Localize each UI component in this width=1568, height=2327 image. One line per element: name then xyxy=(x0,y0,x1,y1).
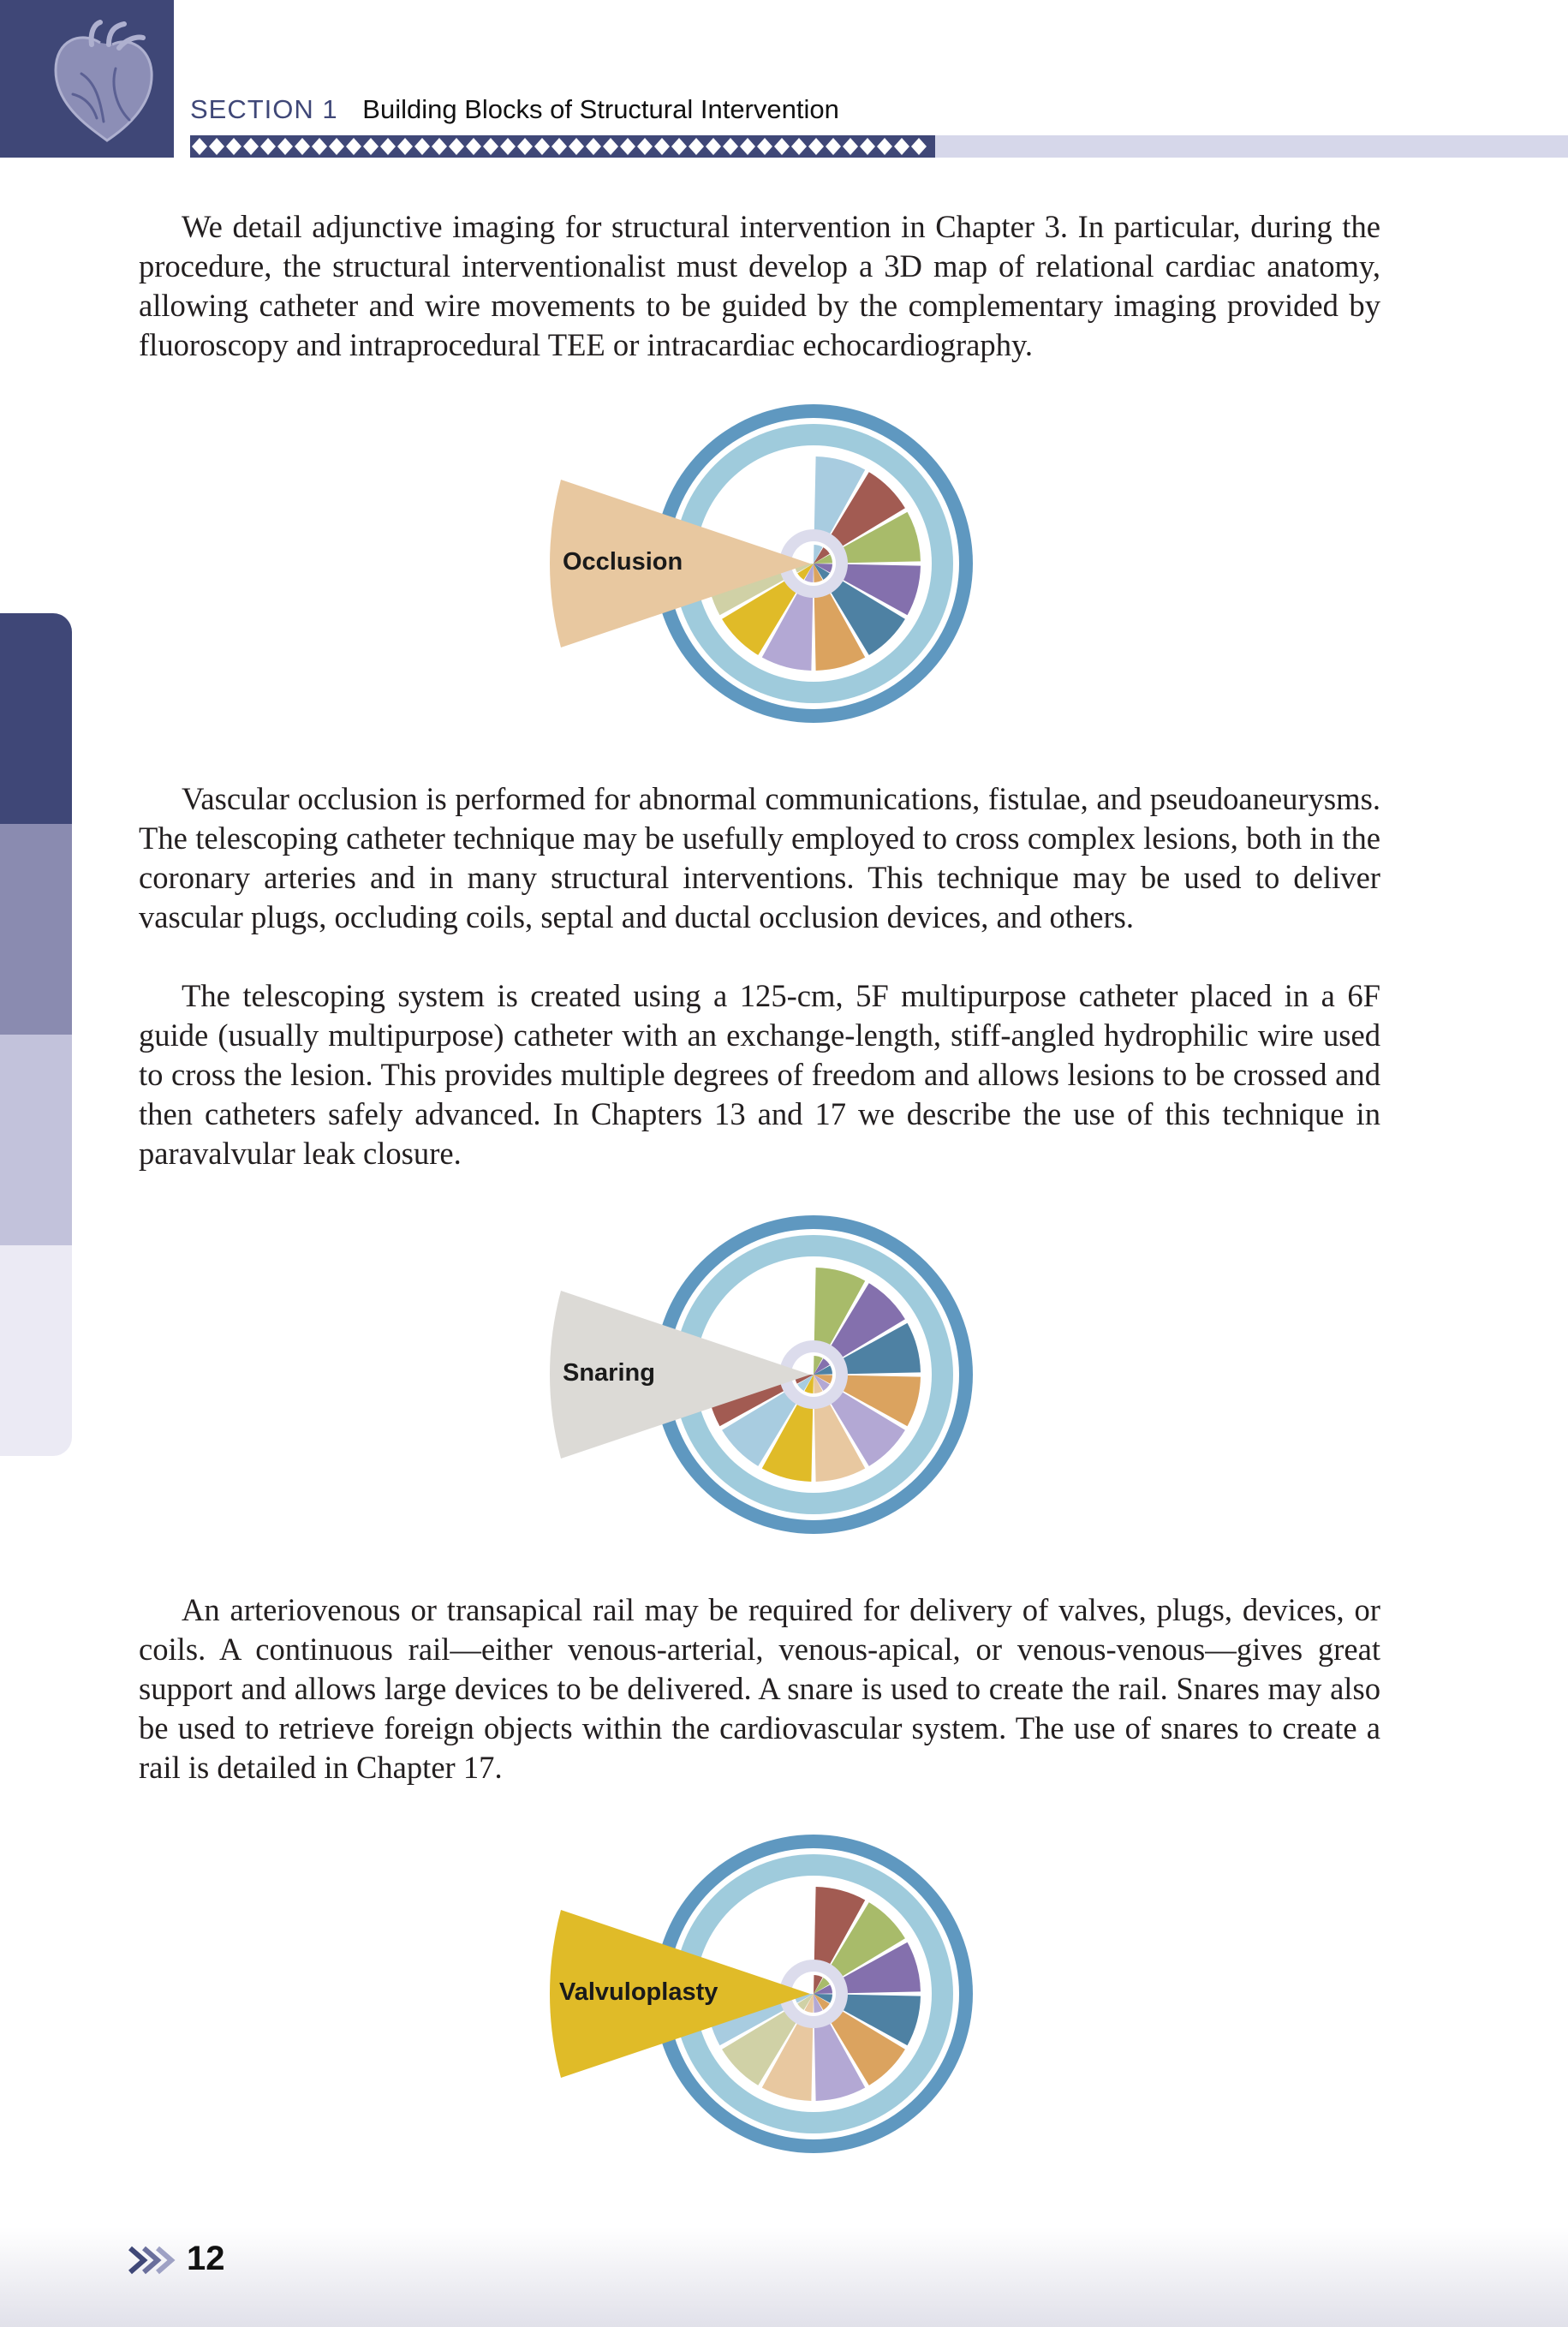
paragraph-vascular-occlusion: Vascular occlusion is performed for abnormal communications, fistulae, and pseudoaneurysms. The telescoping catheter technique may be usefully employed to cross complex lesions, both in the coronary arteries and in many structural interventions. This technique may be used to deliver vascular plugs, occluding coils, septal and ductal occlusion devices, and others. xyxy=(139,781,1380,934)
diagram-label-valvuloplasty: Valvuloplasty xyxy=(559,1978,718,2006)
paragraph-imaging: We detail adjunctive imaging for structural intervention in Chapter 3. In particular, during the procedure, the structural interventionalist must develop a 3D map of relational cardiac anatomy, allowing catheter and wire movements to be guided by the complementary imaging provided by fluoroscopy and intraprocedural TEE or intracardiac echocardiography. xyxy=(139,209,1380,362)
diagram-occlusion xyxy=(544,401,981,735)
paragraph-telescoping-system: The telescoping system is created using a 125-cm, 5F multipurpose catheter placed in a 6F guide (usually multipurpose) catheter with an exchange-length, stiff-angled hydrophilic wire used to cross the lesion. This provides multiple degrees of freedom and allows lesions to be crossed and then catheters safely advanced. In Chapters 13 and 17 we describe the use of this technique in paravalvular leak closure. xyxy=(139,978,1380,1171)
diagram-valvuloplasty xyxy=(544,1831,981,2165)
diagram-snaring xyxy=(544,1212,981,1546)
side-tab-segment xyxy=(0,1245,72,1456)
page-number: 12 xyxy=(187,2240,225,2277)
paragraph-rail: An arteriovenous or transapical rail may be required for delivery of valves, plugs, devices, or coils. A continuous rail—either venous-arterial, venous-apical, or venous-venous—gives great support and allows large devices to be delivered. A snare is used to create the rail. Snares may also be used to retrieve foreign objects within the cardiovascular system. The use of snares to create a rail is detailed in Chapter 17. xyxy=(139,1592,1380,1785)
heart-icon xyxy=(47,19,158,147)
side-tab-segment xyxy=(0,824,72,1035)
section-label: SECTION 1 xyxy=(190,94,338,124)
header-diamond-band xyxy=(190,135,1568,158)
diagram-label-occlusion: Occlusion xyxy=(563,548,683,576)
running-header xyxy=(190,92,839,127)
side-tab-segment xyxy=(0,1035,72,1245)
footer-band xyxy=(0,2227,1568,2327)
section-side-tabs xyxy=(0,613,72,1456)
double-chevron-right-icon xyxy=(128,2246,176,2275)
section-subject: Building Blocks of Structural Intervention xyxy=(362,94,839,124)
diagram-label-snaring: Snaring xyxy=(563,1359,655,1387)
diamond-pattern xyxy=(190,135,935,158)
section-header-block xyxy=(0,0,174,158)
side-tab-segment xyxy=(0,613,72,824)
